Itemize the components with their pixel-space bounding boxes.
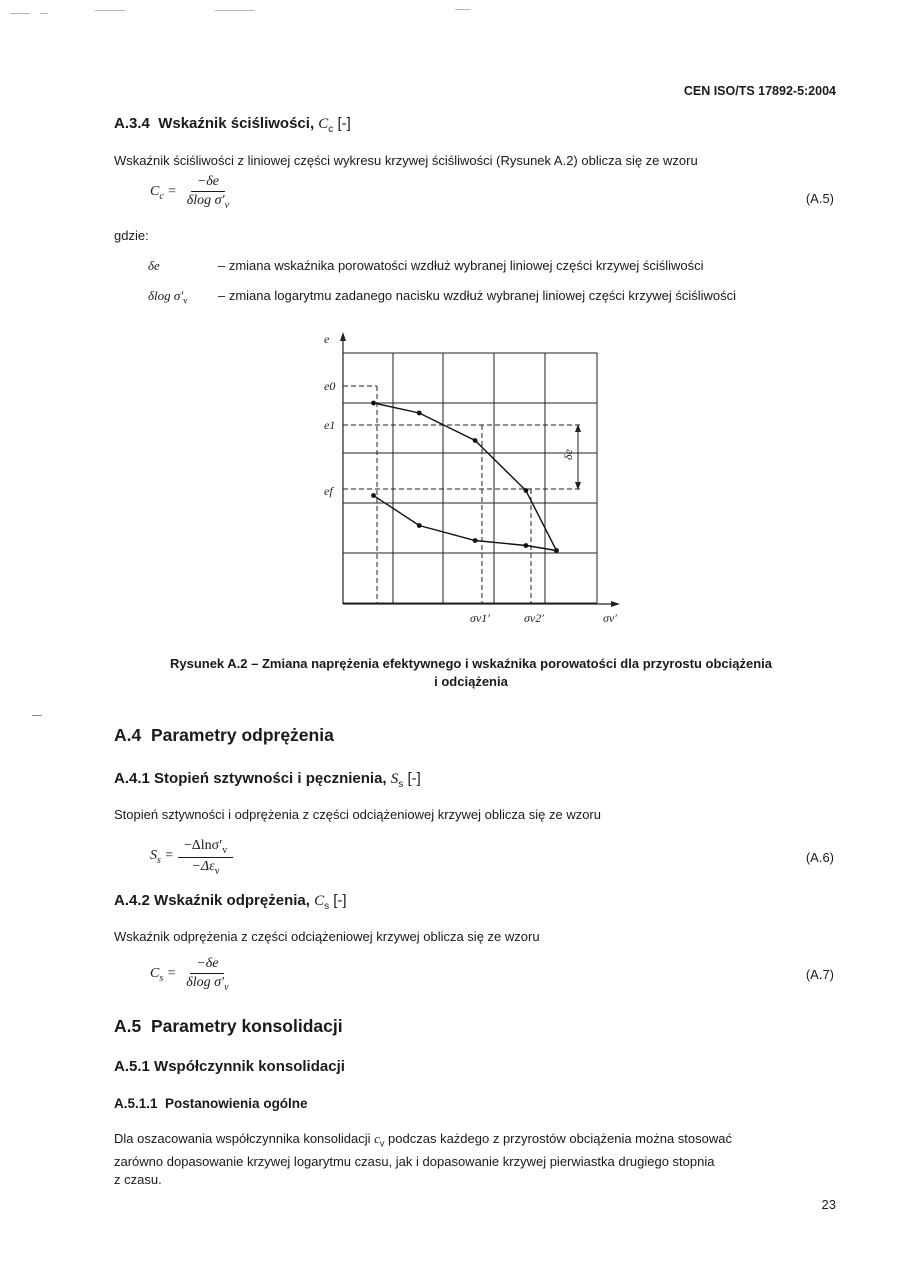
- paragraph: Wskaźnik odprężenia z części odciążeniowej krzywej oblicza się ze wzoru: [114, 929, 540, 944]
- running-header: CEN ISO/TS 17892-5:2004: [683, 84, 836, 98]
- y-axis-label: e: [324, 332, 330, 346]
- section-heading-a511: A.5.1.1 Postanowienia ogólne: [114, 1096, 308, 1111]
- equation-number: (A.7): [805, 967, 834, 982]
- x-axis-label: σv′: [603, 611, 617, 625]
- equation-number: (A.5): [805, 191, 834, 206]
- unloading-data-point: [371, 493, 376, 498]
- definition-symbol: δlog $\sigma'_v$: [148, 288, 188, 306]
- unloading-data-point: [554, 548, 559, 553]
- paragraph: Dla oszacowania współczynnika konsolidacji $c_v$ podczas każdego z przyrostów obciążenia można stosować zarówno dopasowanie krzywej logarytmu czasu, jak i dopasowanie krzywej pierwiastka drugiego stopnia z czasu.: [114, 1131, 733, 1187]
- section-heading-a51: A.5.1 Współczynnik konsolidacji: [114, 1058, 345, 1075]
- unloading-data-point: [524, 543, 529, 548]
- equation-a6: $S_s$ = $\frac{-\Delta\ln\sigma'_v}{-\Delta\varepsilon_v}$: [150, 838, 233, 877]
- definition-text: – zmiana wskaźnika porowatości wzdłuż wybranej liniowej części krzywej ściśliwości: [218, 258, 704, 273]
- scan-artifact: [10, 13, 30, 14]
- section-heading-a4: A.4 Parametry odprężenia: [114, 725, 334, 745]
- definition-text: – zmiana logarytmu zadanego nacisku wzdłuż wybranej liniowej części krzywej ściśliwości: [218, 288, 737, 303]
- scan-artifact: [95, 10, 125, 11]
- scan-artifact: [215, 10, 255, 11]
- equation-a5: $C_c$ = $\frac{-\delta e}{\delta\log \sigma'_v}$: [150, 174, 230, 211]
- section-heading-a41: A.4.1 Stopień sztywności i pęcznienia, $S_s$ [-]: [114, 770, 421, 790]
- definition-symbol: δe: [148, 258, 160, 273]
- scan-artifact: [40, 13, 48, 14]
- tick-label-ef: ef: [324, 484, 333, 498]
- unloading-data-point: [473, 538, 478, 543]
- loading-data-point: [371, 401, 376, 406]
- tick-label-e0: e0: [324, 379, 336, 393]
- page-number: 23: [821, 1197, 836, 1212]
- x-axis-arrow: [611, 601, 620, 607]
- y-axis-arrow: [340, 332, 346, 341]
- chart-frame: [343, 353, 597, 603]
- scan-artifact: [455, 9, 471, 10]
- tick-label-sigma-v2: σv2′: [524, 611, 544, 625]
- figure-caption: Rysunek A.2 – Zmiana naprężenia efektywnego i wskaźnika porowatości dla przyrostu obciążenia i odciążenia: [169, 656, 773, 689]
- paragraph: Stopień sztywności i odprężenia z części odciążeniowej krzywej oblicza się ze wzoru: [114, 807, 601, 822]
- equation-number: (A.6): [805, 850, 834, 865]
- section-heading-a34: A.3.4 Wskaźnik ściśliwości, $C_c$ [-]: [114, 115, 351, 135]
- section-heading-a42: A.4.2 Wskaźnik odprężenia, $C_s$ [-]: [114, 892, 347, 912]
- loading-data-point: [473, 438, 478, 443]
- tick-label-e1: e1: [324, 418, 336, 432]
- tick-label-sigma-v1: σv1′: [470, 611, 490, 625]
- paragraph: Wskaźnik ściśliwości z liniowej części wykresu krzywej ściśliwości (Rysunek A.2) oblicza się ze wzoru: [114, 153, 698, 168]
- equation-a7: $C_s$ = $\frac{-\delta e}{\delta\log \sigma'_v}$: [150, 956, 229, 993]
- delta-e-label: δe: [561, 449, 575, 460]
- section-heading-a5: A.5 Parametry konsolidacji: [114, 1016, 343, 1036]
- compressibility-chart: [300, 322, 630, 632]
- unloading-data-point: [417, 523, 422, 528]
- scan-artifact: [32, 715, 42, 716]
- unloading-curve: [374, 496, 557, 551]
- loading-data-point: [524, 488, 529, 493]
- where-label: gdzie:: [114, 228, 149, 243]
- loading-data-point: [417, 411, 422, 416]
